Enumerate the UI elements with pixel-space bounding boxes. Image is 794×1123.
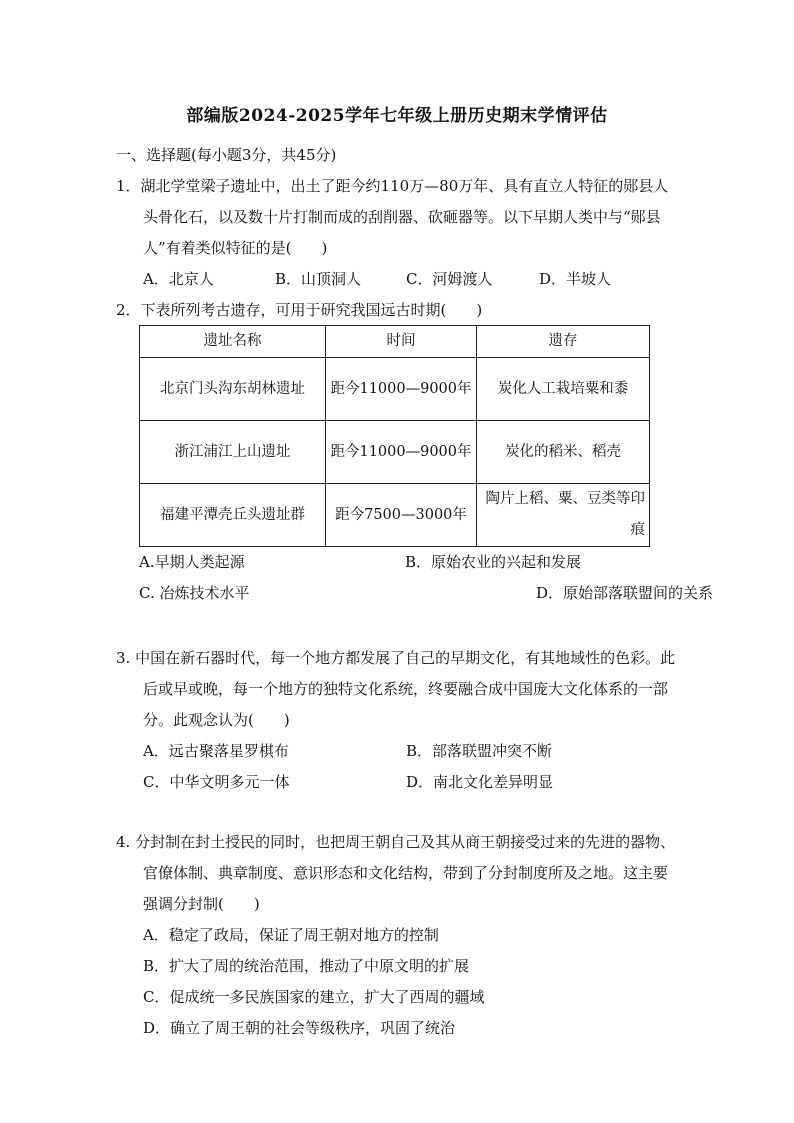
question-1-options bbox=[116, 264, 682, 295]
option-a: A．远古聚落星罗棋布 bbox=[143, 742, 289, 760]
question-1-stem: 1．湖北学堂梁子遗址中，出土了距今约110万—80万年、具有直立人特征的郧县人头骨化石，以及数十片打制而成的刮削器、砍砸器等。以下早期人类中与“郧县人”有着类似特征的是( ) bbox=[116, 177, 669, 257]
option-d: D．半坡人 bbox=[539, 270, 612, 288]
question-2 bbox=[116, 295, 682, 326]
table-cell: 福建平潭壳丘头遗址群 bbox=[140, 484, 326, 547]
question-4-stem: 4. 分封制在封土授民的同时，也把周王朝自己及其从商王朝接受过来的先进的器物、官僚体制、典章制度、意识形态和文化结构，带到了分封制度所及之地。这主要强调分封制( ) bbox=[116, 833, 676, 913]
option-c: C．促成统一多民族国家的建立，扩大了西周的疆域 bbox=[143, 988, 485, 1006]
question-3 bbox=[116, 643, 682, 798]
table-header: 时间 bbox=[326, 326, 477, 358]
table-cell: 距今7500—3000年 bbox=[326, 484, 477, 547]
table-cell: 距今11000—9000年 bbox=[326, 421, 477, 484]
option-a: A．稳定了政局，保证了周王朝对地方的控制 bbox=[143, 926, 439, 944]
option-c: C. 冶炼技术水平 bbox=[139, 584, 250, 602]
option-d: D．原始部落联盟间的关系 bbox=[536, 584, 714, 602]
table-header-row bbox=[140, 326, 650, 358]
table-cell: 炭化的稻米、稻壳 bbox=[477, 421, 650, 484]
relic-table bbox=[139, 325, 650, 547]
option-d: D．南北文化差异明显 bbox=[406, 773, 554, 791]
option-b: B．部落联盟冲突不断 bbox=[406, 742, 553, 760]
table-cell: 陶片上稻、粟、豆类等印痕 bbox=[477, 484, 650, 547]
option-a: A．北京人 bbox=[143, 270, 214, 288]
question-3-stem: 3. 中国在新石器时代，每一个地方都发展了自己的早期文化，有其地域性的色彩。此后或早或晚，每一个地方的独特文化系统，终要融合成中国庞大文化体系的一部分。此观念认为( ) bbox=[116, 649, 676, 729]
table-cell: 北京门头沟东胡林遗址 bbox=[140, 358, 326, 421]
question-2-stem: 2．下表所列考古遗存，可用于研究我国远古时期( ) bbox=[116, 301, 483, 319]
question-1 bbox=[116, 171, 682, 295]
table-row bbox=[140, 358, 650, 421]
table-cell: 距今11000—9000年 bbox=[326, 358, 477, 421]
exam-title: 部编版2024-2025学年七年级上册历史期末学情评估 bbox=[186, 106, 608, 126]
option-a: A.早期人类起源 bbox=[139, 553, 245, 571]
table-header: 遗址名称 bbox=[140, 326, 326, 358]
option-b: B．扩大了周的统治范围，推动了中原文明的扩展 bbox=[143, 957, 470, 975]
table-header: 遗存 bbox=[477, 326, 650, 358]
option-b: B．山顶洞人 bbox=[275, 270, 362, 288]
option-c: C．中华文明多元一体 bbox=[143, 773, 290, 791]
option-c: C．河姆渡人 bbox=[406, 270, 493, 288]
table-cell: 炭化人工栽培粟和黍 bbox=[477, 358, 650, 421]
section-heading: 一、选择题(每小题3分，共45分) bbox=[116, 146, 337, 164]
question-2-options bbox=[139, 547, 714, 609]
question-4 bbox=[116, 827, 682, 1044]
table-row bbox=[140, 421, 650, 484]
table-row bbox=[140, 484, 650, 547]
table-cell: 浙江浦江上山遗址 bbox=[140, 421, 326, 484]
option-d: D．确立了周王朝的社会等级秩序，巩固了统治 bbox=[143, 1019, 456, 1037]
option-b: B．原始农业的兴起和发展 bbox=[405, 553, 582, 571]
